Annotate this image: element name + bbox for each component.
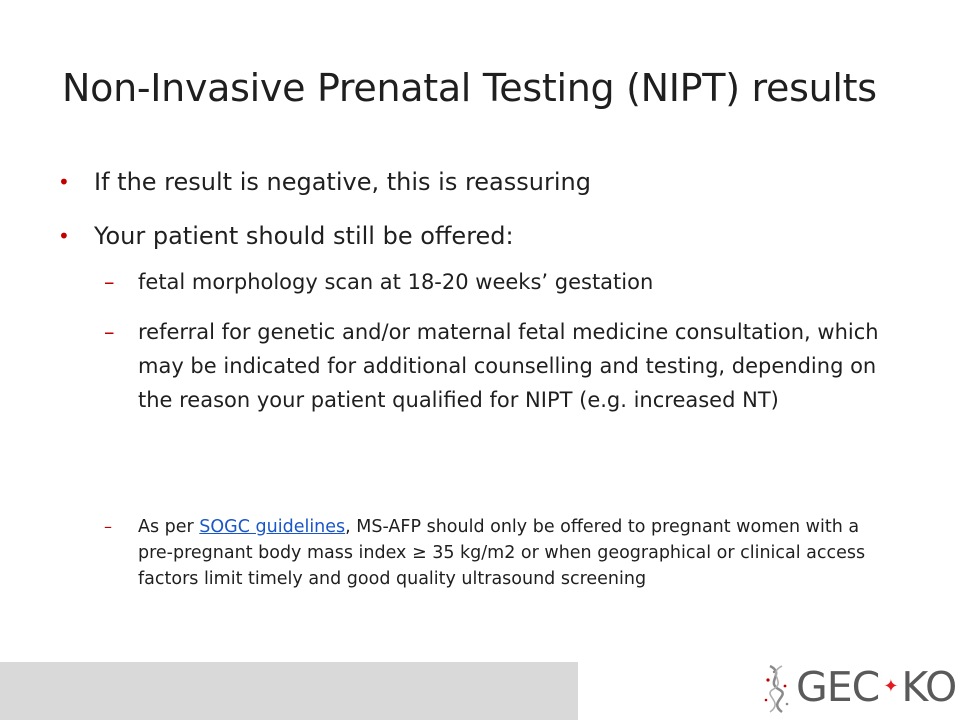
note-text <box>138 514 878 592</box>
bullet-text: If the result is negative, this is reassuring <box>94 168 591 196</box>
bullet-text: Your patient should still be offered: <box>94 222 514 250</box>
dash-marker: – <box>104 517 112 536</box>
dash-marker: – <box>104 320 115 344</box>
gecko-logo <box>760 660 957 716</box>
slide-title: Non-Invasive Prenatal Testing (NIPT) results <box>62 66 877 110</box>
logo-text-right: KO <box>901 663 957 711</box>
sogc-guidelines-link[interactable]: SOGC guidelines <box>199 517 346 537</box>
maple-leaf-icon: ✦ <box>883 675 898 697</box>
logo-text <box>796 663 956 711</box>
note-suffix: , MS-AFP should only be offered to pregnant women with a pre-pregnant body mass index ≥ 35 kg/m2 or when geographical or clinical access factors limit timely and good quality ultrasound screening <box>138 517 866 589</box>
bullet-marker: • <box>58 224 70 248</box>
bullet-marker: • <box>58 170 70 194</box>
footer-bar <box>0 662 578 720</box>
dash-marker: – <box>104 270 115 294</box>
sub-item-text: fetal morphology scan at 18-20 weeks’ gestation <box>138 270 654 294</box>
logo-text-left: GEC <box>796 663 880 711</box>
sub-item-text: referral for genetic and/or maternal fetal medicine consultation, which may be indicated for additional counselling and testing, depending on the reason your patient qualified for NIPT (e.g. increased NT) <box>138 320 879 412</box>
note-prefix: As per <box>138 517 200 537</box>
dna-helix-icon <box>760 660 794 716</box>
